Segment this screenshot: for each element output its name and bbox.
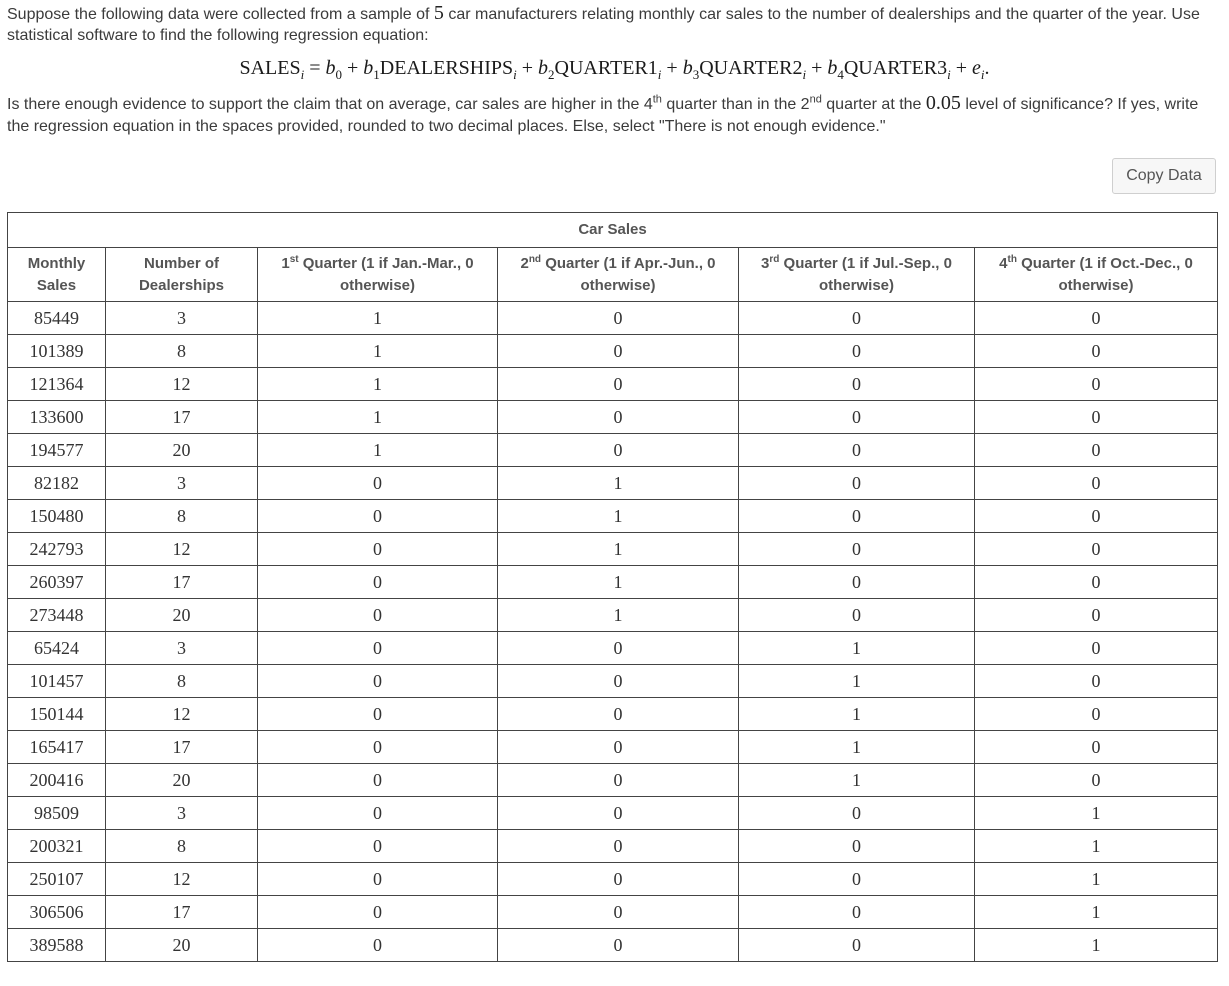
cell-quarter-2: 0 xyxy=(498,929,739,962)
cell-dealerships: 12 xyxy=(106,533,258,566)
equation-equals: = xyxy=(304,57,326,79)
cell-monthly-sales: 82182 xyxy=(8,467,106,500)
cell-quarter-4: 0 xyxy=(975,467,1218,500)
cell-dealerships: 20 xyxy=(106,599,258,632)
table-row xyxy=(8,500,1218,533)
cell-quarter-2: 1 xyxy=(498,500,739,533)
cell-monthly-sales: 194577 xyxy=(8,434,106,467)
cell-quarter-1: 1 xyxy=(258,335,498,368)
equation-term-1: DEALERSHIPS xyxy=(379,57,514,79)
car-sales-table xyxy=(7,212,1218,962)
cell-quarter-2: 1 xyxy=(498,467,739,500)
cell-monthly-sales: 133600 xyxy=(8,401,106,434)
cell-quarter-1: 0 xyxy=(258,896,498,929)
cell-quarter-3: 1 xyxy=(739,698,975,731)
cell-quarter-3: 1 xyxy=(739,731,975,764)
cell-quarter-2: 0 xyxy=(498,797,739,830)
cell-quarter-4: 0 xyxy=(975,368,1218,401)
cell-monthly-sales: 200416 xyxy=(8,764,106,797)
cell-quarter-2: 0 xyxy=(498,731,739,764)
cell-quarter-3: 0 xyxy=(739,335,975,368)
cell-dealerships: 12 xyxy=(106,698,258,731)
cell-monthly-sales: 260397 xyxy=(8,566,106,599)
cell-quarter-1: 0 xyxy=(258,533,498,566)
cell-quarter-1: 0 xyxy=(258,467,498,500)
cell-quarter-4: 0 xyxy=(975,533,1218,566)
cell-quarter-2: 0 xyxy=(498,830,739,863)
table-row xyxy=(8,599,1218,632)
cell-quarter-2: 1 xyxy=(498,533,739,566)
cell-dealerships: 20 xyxy=(106,929,258,962)
question-part-4: level of significance? If yes, write the regression equation in the spaces provided, rounded to two decimal places. Else, select "There is not enough evidence." xyxy=(7,96,1199,135)
cell-quarter-2: 0 xyxy=(498,632,739,665)
cell-quarter-3: 0 xyxy=(739,368,975,401)
cell-quarter-1: 0 xyxy=(258,665,498,698)
cell-quarter-2: 0 xyxy=(498,368,739,401)
cell-quarter-3: 0 xyxy=(739,863,975,896)
header-quarter-4: 4th Quarter (1 if Oct.-Dec., 0 otherwise) xyxy=(975,248,1218,302)
table-row xyxy=(8,698,1218,731)
cell-quarter-4: 0 xyxy=(975,731,1218,764)
cell-quarter-3: 0 xyxy=(739,797,975,830)
cell-quarter-4: 1 xyxy=(975,830,1218,863)
cell-quarter-3: 1 xyxy=(739,665,975,698)
cell-quarter-2: 1 xyxy=(498,599,739,632)
cell-quarter-1: 1 xyxy=(258,302,498,335)
cell-quarter-4: 0 xyxy=(975,500,1218,533)
cell-quarter-1: 1 xyxy=(258,434,498,467)
cell-monthly-sales: 242793 xyxy=(8,533,106,566)
sample-size: 5 xyxy=(433,2,444,24)
cell-dealerships: 12 xyxy=(106,368,258,401)
table-row xyxy=(8,896,1218,929)
cell-quarter-2: 0 xyxy=(498,764,739,797)
cell-dealerships: 3 xyxy=(106,797,258,830)
cell-quarter-1: 0 xyxy=(258,929,498,962)
cell-quarter-1: 0 xyxy=(258,797,498,830)
cell-quarter-3: 0 xyxy=(739,500,975,533)
cell-quarter-3: 0 xyxy=(739,599,975,632)
header-quarter-2: 2nd Quarter (1 if Apr.-Jun., 0 otherwise) xyxy=(498,248,739,302)
cell-dealerships: 8 xyxy=(106,500,258,533)
question-sup-2: nd xyxy=(809,93,822,106)
cell-monthly-sales: 389588 xyxy=(8,929,106,962)
table-row xyxy=(8,863,1218,896)
cell-dealerships: 3 xyxy=(106,302,258,335)
header-monthly-sales: Monthly Sales xyxy=(8,248,106,302)
cell-quarter-2: 0 xyxy=(498,896,739,929)
cell-dealerships: 8 xyxy=(106,665,258,698)
cell-quarter-1: 0 xyxy=(258,698,498,731)
equation-term-4: QUARTER3 xyxy=(843,57,948,79)
cell-quarter-2: 0 xyxy=(498,434,739,467)
cell-quarter-2: 0 xyxy=(498,665,739,698)
cell-quarter-1: 0 xyxy=(258,863,498,896)
cell-quarter-1: 0 xyxy=(258,599,498,632)
cell-quarter-4: 0 xyxy=(975,401,1218,434)
cell-monthly-sales: 150144 xyxy=(8,698,106,731)
table-row xyxy=(8,434,1218,467)
cell-quarter-4: 1 xyxy=(975,863,1218,896)
cell-quarter-3: 0 xyxy=(739,467,975,500)
equation-term-2: QUARTER1 xyxy=(554,57,658,79)
cell-quarter-3: 0 xyxy=(739,533,975,566)
cell-quarter-4: 0 xyxy=(975,434,1218,467)
table-row xyxy=(8,566,1218,599)
cell-quarter-3: 0 xyxy=(739,401,975,434)
table-row xyxy=(8,467,1218,500)
cell-monthly-sales: 165417 xyxy=(8,731,106,764)
cell-quarter-3: 0 xyxy=(739,929,975,962)
cell-dealerships: 17 xyxy=(106,566,258,599)
cell-quarter-3: 0 xyxy=(739,302,975,335)
header-quarter-3: 3rd Quarter (1 if Jul.-Sep., 0 otherwise) xyxy=(739,248,975,302)
table-row xyxy=(8,797,1218,830)
equation-lhs: SALES xyxy=(239,57,301,79)
significance-level: 0.05 xyxy=(925,92,961,114)
cell-quarter-4: 0 xyxy=(975,764,1218,797)
cell-dealerships: 17 xyxy=(106,896,258,929)
cell-dealerships: 12 xyxy=(106,863,258,896)
cell-quarter-1: 1 xyxy=(258,368,498,401)
cell-monthly-sales: 273448 xyxy=(8,599,106,632)
cell-quarter-4: 0 xyxy=(975,566,1218,599)
table-row xyxy=(8,533,1218,566)
header-dealerships: Number of Dealerships xyxy=(106,248,258,302)
cell-monthly-sales: 101389 xyxy=(8,335,106,368)
cell-quarter-2: 0 xyxy=(498,401,739,434)
cell-quarter-2: 0 xyxy=(498,698,739,731)
cell-quarter-4: 1 xyxy=(975,896,1218,929)
regression-equation: $SALES_i = b_0$ + $b_1DEALERSHIPS_i$ + $b_2QUARTER1_i$ + $b_3QUARTER2_i$ + $b_4QUARTER3_i + e_i$. xyxy=(239,57,990,82)
cell-quarter-4: 0 xyxy=(975,302,1218,335)
cell-quarter-3: 0 xyxy=(739,830,975,863)
cell-quarter-1: 0 xyxy=(258,731,498,764)
cell-quarter-2: 1 xyxy=(498,566,739,599)
table-row xyxy=(8,830,1218,863)
cell-monthly-sales: 200321 xyxy=(8,830,106,863)
cell-quarter-4: 1 xyxy=(975,929,1218,962)
cell-monthly-sales: 85449 xyxy=(8,302,106,335)
table-row xyxy=(8,302,1218,335)
table-row xyxy=(8,335,1218,368)
cell-dealerships: 20 xyxy=(106,434,258,467)
cell-quarter-3: 1 xyxy=(739,632,975,665)
cell-monthly-sales: 150480 xyxy=(8,500,106,533)
equation-error: e xyxy=(972,57,981,79)
cell-quarter-4: 0 xyxy=(975,698,1218,731)
cell-quarter-1: 0 xyxy=(258,566,498,599)
cell-dealerships: 8 xyxy=(106,335,258,368)
cell-quarter-4: 0 xyxy=(975,335,1218,368)
table-row xyxy=(8,368,1218,401)
cell-quarter-1: 0 xyxy=(258,830,498,863)
intro-text-1: Suppose the following data were collected from a sample of xyxy=(7,6,434,23)
cell-monthly-sales: 98509 xyxy=(8,797,106,830)
table-body xyxy=(8,302,1218,962)
cell-quarter-3: 0 xyxy=(739,566,975,599)
cell-quarter-2: 0 xyxy=(498,335,739,368)
cell-quarter-4: 0 xyxy=(975,632,1218,665)
cell-monthly-sales: 121364 xyxy=(8,368,106,401)
cell-quarter-3: 1 xyxy=(739,764,975,797)
table-row xyxy=(8,401,1218,434)
cell-dealerships: 17 xyxy=(106,401,258,434)
header-quarter-1: 1st Quarter (1 if Jan.-Mar., 0 otherwise) xyxy=(258,248,498,302)
cell-monthly-sales: 65424 xyxy=(8,632,106,665)
table-row xyxy=(8,665,1218,698)
intro-text-2: car manufacturers relating monthly car sales to the number of dealerships and the quarter of the year. Use statistical software to find the following regression equation: xyxy=(7,6,1200,44)
cell-dealerships: 3 xyxy=(106,467,258,500)
cell-quarter-3: 0 xyxy=(739,434,975,467)
cell-monthly-sales: 306506 xyxy=(8,896,106,929)
question-part-1: Is there enough evidence to support the claim that on average, car sales are higher in the 4 xyxy=(7,96,653,113)
cell-quarter-4: 1 xyxy=(975,797,1218,830)
cell-dealerships: 3 xyxy=(106,632,258,665)
table-row xyxy=(8,764,1218,797)
question-sup-1: th xyxy=(652,93,662,106)
cell-quarter-4: 0 xyxy=(975,599,1218,632)
cell-quarter-1: 0 xyxy=(258,500,498,533)
copy-data-button[interactable]: Copy Data xyxy=(1112,158,1216,194)
cell-quarter-4: 0 xyxy=(975,665,1218,698)
question-part-3: quarter at the xyxy=(821,96,926,113)
cell-dealerships: 17 xyxy=(106,731,258,764)
cell-dealerships: 20 xyxy=(106,764,258,797)
table-row xyxy=(8,632,1218,665)
equation-term-3: QUARTER2 xyxy=(699,57,803,79)
cell-quarter-1: 0 xyxy=(258,764,498,797)
question-text xyxy=(7,92,1222,138)
table-row xyxy=(8,929,1218,962)
cell-monthly-sales: 101457 xyxy=(8,665,106,698)
cell-quarter-2: 0 xyxy=(498,863,739,896)
cell-monthly-sales: 250107 xyxy=(8,863,106,896)
cell-quarter-1: 0 xyxy=(258,632,498,665)
table-row xyxy=(8,731,1218,764)
cell-dealerships: 8 xyxy=(106,830,258,863)
question-part-2: quarter than in the 2 xyxy=(661,96,810,113)
problem-intro xyxy=(7,3,1222,46)
cell-quarter-3: 0 xyxy=(739,896,975,929)
cell-quarter-1: 1 xyxy=(258,401,498,434)
cell-quarter-2: 0 xyxy=(498,302,739,335)
table-caption: Car Sales xyxy=(8,213,1218,248)
